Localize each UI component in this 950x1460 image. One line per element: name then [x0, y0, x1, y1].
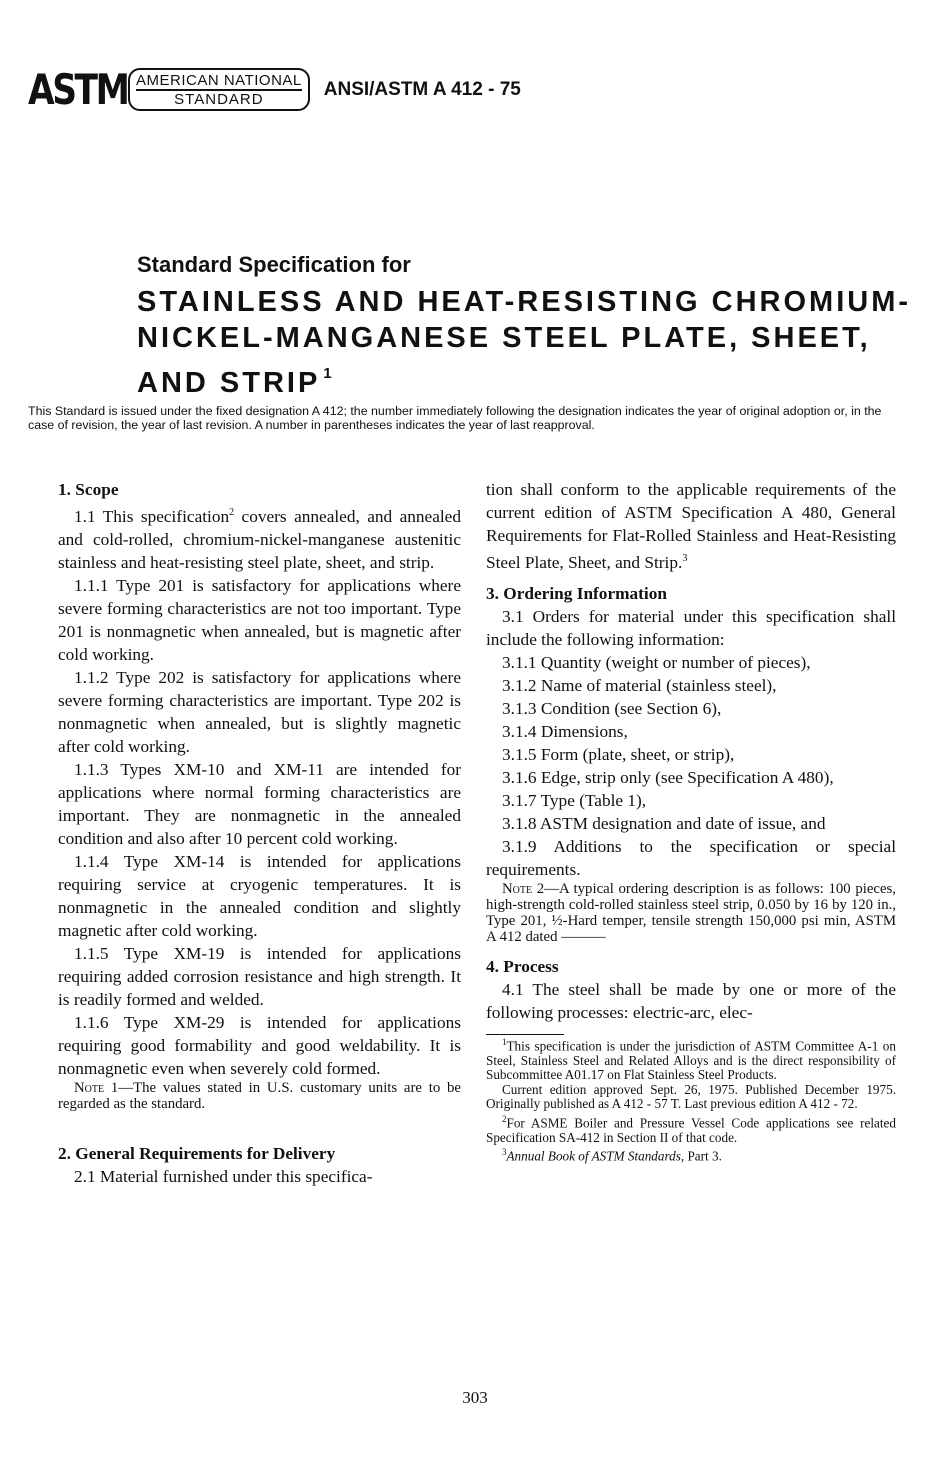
document-header	[28, 64, 521, 114]
list-item: 3.1.5 Form (plate, sheet, or strip),	[502, 744, 735, 764]
footnote-1	[486, 1035, 896, 1083]
p1-1-footnote-ref: 2	[229, 507, 235, 518]
left-column	[58, 478, 461, 1188]
list-item: 3.1.7 Type (Table 1),	[502, 790, 647, 810]
paragraph-1-1-2: 1.1.2 Type 202 is satisfactory for applications where severe forming characteristics are important. Type 202 is nonmagnetic when annealed, but is slightly magnetic after cold working.	[58, 667, 461, 756]
list-item: 3.1.3 Condition (see Section 6),	[502, 698, 722, 718]
footnote-3-text: Part 3.	[684, 1148, 722, 1164]
section-3-heading: 3. Ordering Information	[486, 583, 667, 603]
paragraph-2-1-continued	[486, 478, 896, 574]
note-1-text: 1—The values stated in U.S. customary units are to be regarded as the standard.	[58, 1079, 461, 1112]
p1-1-start: 1.1 This specification	[74, 506, 230, 526]
footnote-2-number: 2	[502, 1113, 507, 1124]
standard-designation: ANSI/ASTM A 412 - 75	[323, 78, 521, 100]
paragraph-1-1-6: 1.1.6 Type XM-29 is intended for applications requiring good formability and good weldability. It is nonmagnetic even when severely cold formed.	[58, 1012, 461, 1078]
p2-1-cont-text: tion shall conform to the applicable requirements of the current edition of ASTM Specification A 480, General Requirements for Flat-Rolled Stainless and Heat-Resisting Steel Plate, Sheet, and Strip.	[486, 480, 896, 572]
american-national-standard-badge	[128, 68, 310, 111]
paragraph-1-1-1: 1.1.1 Type 201 is satisfactory for applications where severe forming characteristics are not too important. Type 201 is nonmagnetic when annealed, but is magnetic after cold working.	[58, 575, 461, 664]
title-prefix: Standard Specification for	[137, 252, 411, 277]
paragraph-3-1: 3.1 Orders for material under this specification shall include the following information:	[486, 606, 896, 649]
footnote-3	[486, 1145, 896, 1164]
right-column	[486, 478, 896, 1164]
list-item: 3.1.2 Name of material (stainless steel),	[502, 675, 777, 695]
footnote-3-number: 3	[502, 1147, 507, 1158]
paragraph-1-1-3: 1.1.3 Types XM-10 and XM-11 are intended for applications where normal forming characteristics are important. They are nonmagnetic in the annealed condition and also after 10 percent cold working.	[58, 759, 461, 848]
p1-1-end: covers annealed, and annealed and cold-rolled, chromium-nickel-manganese austenitic stainless and heat-resisting steel plate, sheet, and strip.	[58, 506, 461, 572]
list-item: 3.1.8 ASTM designation and date of issue, and	[502, 813, 826, 833]
badge-line-1: AMERICAN NATIONAL	[136, 72, 302, 89]
document-title	[137, 284, 917, 401]
list-item: 3.1.6 Edge, strip only (see Specification A 480),	[502, 767, 834, 787]
paragraph-4-1: 4.1 The steel shall be made by one or more of the following processes: electric-arc, elec-	[486, 979, 896, 1022]
page-number: 303	[462, 1388, 488, 1407]
footnote-1-text: This specification is under the jurisdiction of ASTM Committee A-1 on Steel, Stainless Steel and Related Alloys and is the direct responsibility of Subcommittee A01.17 on Flat Stainless Steel Products.	[486, 1038, 896, 1083]
title-footnote-ref: 1	[323, 365, 332, 382]
footnote-1-number: 1	[502, 1036, 507, 1047]
paragraph-1-1-5: 1.1.5 Type XM-19 is intended for applications requiring added corrosion resistance and high strength. It is readily formed and welded.	[58, 943, 461, 1009]
footnote-1-continued: Current edition approved Sept. 26, 1975. Published December 1975. Originally published as A 412 - 57 T. Last previous edition A 412 - 72.	[486, 1081, 896, 1112]
section-4-heading: 4. Process	[486, 956, 559, 976]
list-item: 3.1.1 Quantity (weight or number of pieces),	[502, 652, 811, 672]
astm-logo: ASTM	[28, 64, 128, 114]
note-2-label: Note	[502, 880, 533, 897]
note-1-label: Note	[74, 1079, 105, 1096]
section-2-heading: 2. General Requirements for Delivery	[58, 1143, 336, 1163]
section-1-heading: 1. Scope	[58, 480, 119, 499]
footnote-3-book-title: Annual Book of ASTM Standards,	[506, 1148, 685, 1164]
paragraph-2-1: 2.1 Material furnished under this specifica-	[74, 1166, 373, 1186]
title-block	[137, 252, 917, 401]
list-item: 3.1.9 Additions to the specification or special requirements.	[486, 836, 896, 879]
footnote-2	[486, 1112, 896, 1145]
paragraph-1-1	[58, 501, 461, 574]
badge-line-2: STANDARD	[136, 89, 302, 108]
note-2	[486, 881, 896, 945]
footnote-2-text: For ASME Boiler and Pressure Vessel Code applications see related Specification SA-412 in Section II of that code.	[486, 1115, 896, 1145]
note-1	[58, 1080, 461, 1112]
list-item: 3.1.4 Dimensions,	[502, 721, 628, 741]
issuance-note: This Standard is issued under the fixed designation A 412; the number immediately following the designation indicates the year of original adoption or, in the case of revision, the year of last revision. A number in parentheses indicates the year of last reapproval.	[28, 404, 882, 432]
note-2-text: 2—A typical ordering description is as follows: 100 pieces, high-strength cold-rolled stainless steel strip, 0.050 by 16 by 120 in., Type 201, ½-Hard temper, tensile strength 150,000 psi min, ASTM A 412 dated ———	[486, 880, 896, 945]
paragraph-1-1-4: 1.1.4 Type XM-14 is intended for applications requiring service at cryogenic temperatures. It is nonmagnetic in the annealed condition and slightly magnetic after cold working.	[58, 851, 461, 940]
p2-1-footnote-ref: 3	[682, 553, 688, 564]
title-text: STAINLESS AND HEAT-RESISTING CHROMIUM-NICKEL-MANGANESE STEEL PLATE, SHEET, AND STRIP	[137, 286, 912, 399]
